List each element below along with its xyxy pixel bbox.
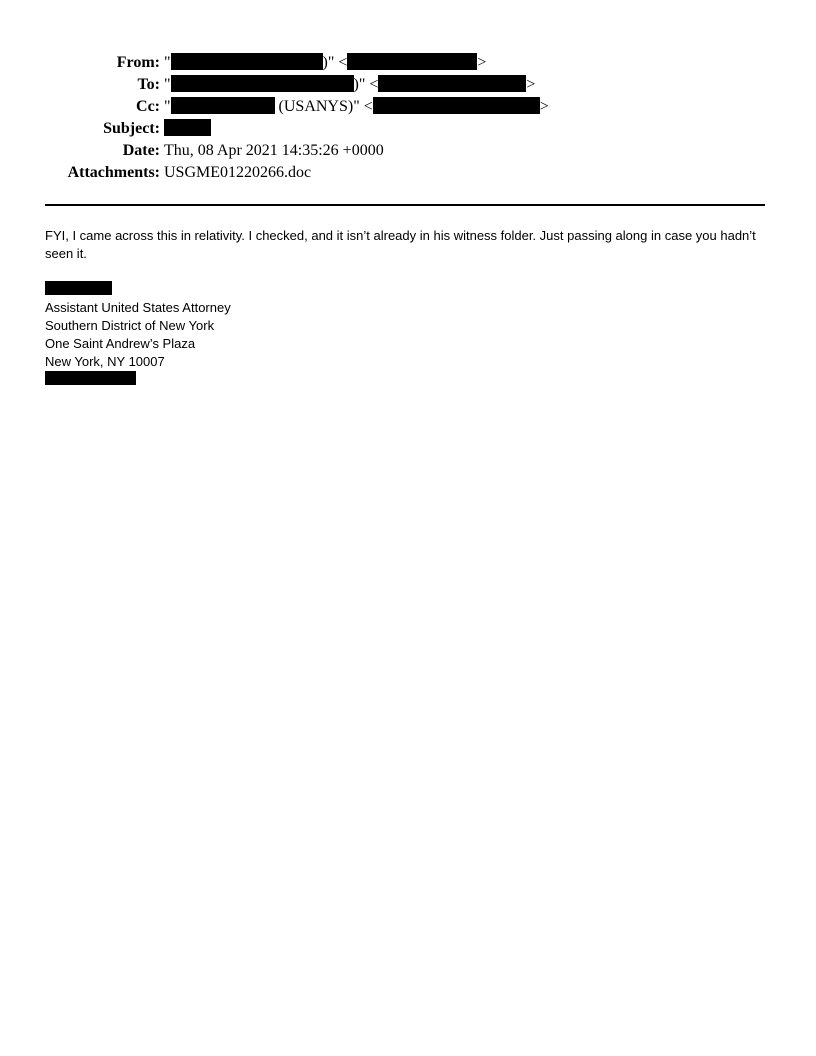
redaction-block <box>164 119 211 136</box>
to-name-suffix: )" < <box>353 76 379 93</box>
redaction-block <box>378 75 526 92</box>
signature-phone-row <box>45 371 231 389</box>
from-row <box>0 52 816 74</box>
from-label: From: <box>116 54 160 71</box>
quote-mark: " <box>164 76 171 93</box>
angle-close: > <box>526 76 536 93</box>
message-body: FYI, I came across this in relativity. I checked, and it isn’t already in his witness folder. Just passing along in case you hadn’t seen it. <box>45 228 756 261</box>
angle-close: > <box>477 54 487 71</box>
angle-close: > <box>539 98 549 115</box>
signature-title: Assistant United States Attorney <box>45 300 231 315</box>
cc-value <box>164 96 549 118</box>
signature-name-row <box>45 281 231 299</box>
quote-mark: " <box>164 98 171 115</box>
redaction-block <box>373 97 540 114</box>
redaction-block <box>45 371 136 385</box>
subject-row <box>0 118 816 140</box>
cc-name-suffix: (USANYS)" < <box>274 98 373 115</box>
redaction-block <box>347 53 477 70</box>
signature-office: Southern District of New York <box>45 318 215 333</box>
date-row <box>0 140 816 162</box>
redaction-block <box>171 97 275 114</box>
redaction-block <box>171 53 323 70</box>
subject-value <box>164 118 211 140</box>
signature-address-line2: New York, NY 10007 <box>45 354 165 369</box>
from-name-suffix: )" < <box>322 54 348 71</box>
cc-row <box>0 96 816 118</box>
attachment-filename[interactable]: USGME01220266.doc <box>164 164 312 181</box>
to-row <box>0 74 816 96</box>
date-value: Thu, 08 Apr 2021 14:35:26 +0000 <box>164 142 384 159</box>
to-value <box>164 74 535 96</box>
signature-address-line1: One Saint Andrew’s Plaza <box>45 336 196 351</box>
subject-label: Subject: <box>103 120 160 137</box>
cc-label: Cc: <box>136 98 160 115</box>
to-label: To: <box>137 76 160 93</box>
from-value <box>164 52 486 74</box>
signature-block <box>45 281 231 389</box>
header-divider <box>45 204 765 206</box>
redaction-block <box>171 75 354 92</box>
email-header <box>0 52 816 184</box>
date-label: Date: <box>122 142 160 159</box>
redaction-block <box>45 281 112 295</box>
attachments-label: Attachments: <box>67 164 160 181</box>
quote-mark: " <box>164 54 171 71</box>
attachments-row <box>0 162 816 184</box>
